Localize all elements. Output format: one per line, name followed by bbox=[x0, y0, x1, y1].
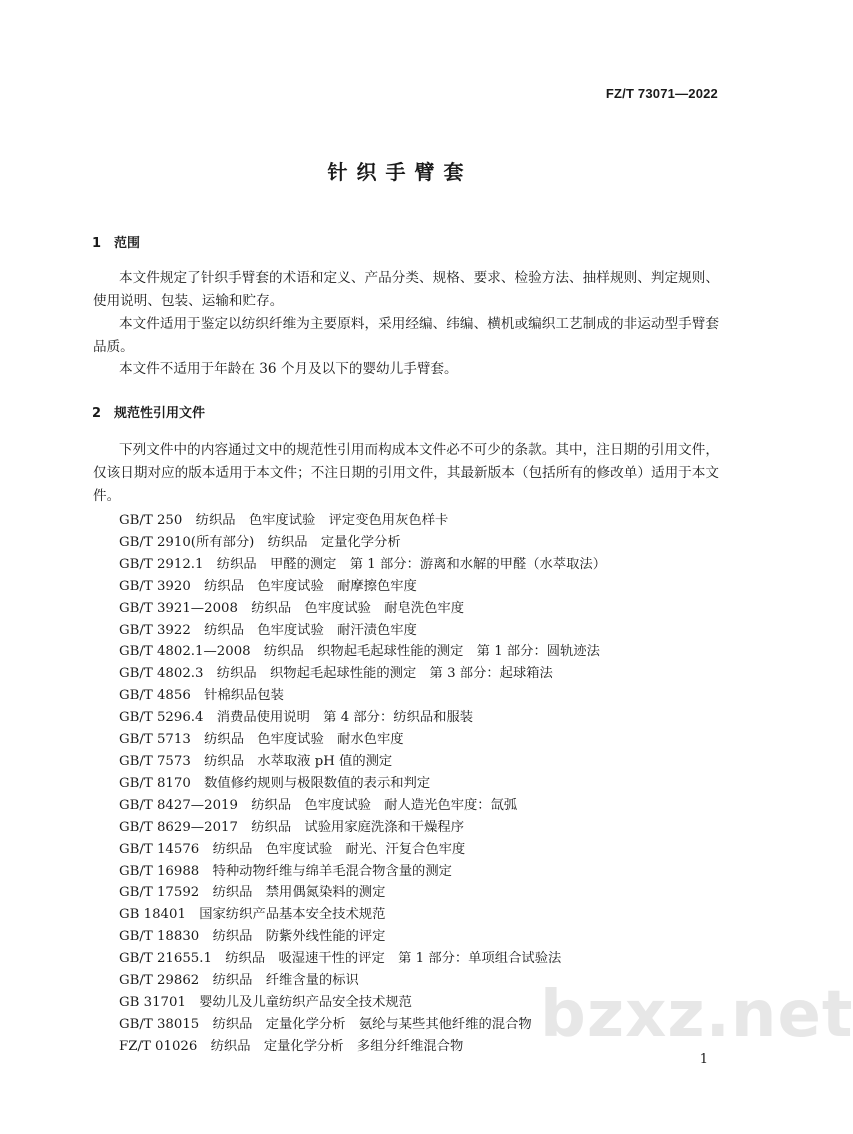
section-number: 2 bbox=[92, 406, 102, 421]
reference-item: GB/T 21655.1 纺织品 吸湿速干性的评定 第 1 部分：单项组合试验法 bbox=[119, 951, 562, 967]
paragraph: 本文件规定了针织手臂套的术语和定义、产品分类、规格、要求、检验方法、抽样规则、判定规则、使用说明、包装、运输和贮存。 bbox=[93, 270, 719, 309]
reference-item: GB/T 8170 数值修约规则与极限数值的表示和判定 bbox=[119, 775, 431, 791]
reference-item: GB/T 3920 纺织品 色牢度试验 耐摩擦色牢度 bbox=[119, 578, 417, 594]
section-title: 范围 bbox=[114, 236, 141, 251]
reference-item: GB/T 4802.1—2008 纺织品 织物起毛起球性能的测定 第 1 部分：圆轨迹法 bbox=[119, 644, 600, 660]
reference-item: GB/T 14576 纺织品 色牢度试验 耐光、汗复合色牢度 bbox=[119, 841, 466, 857]
reference-item: GB/T 18830 纺织品 防紫外线性能的评定 bbox=[119, 929, 386, 945]
reference-item: GB 18401 国家纺织产品基本安全技术规范 bbox=[119, 907, 386, 923]
reference-item: GB/T 38015 纺织品 定量化学分析 氨纶与某些其他纤维的混合物 bbox=[119, 1016, 532, 1032]
reference-item: GB/T 16988 特种动物纤维与绵羊毛混合物含量的测定 bbox=[119, 863, 452, 879]
reference-item: GB/T 4856 针棉织品包装 bbox=[119, 688, 284, 704]
reference-item: GB 31701 婴幼儿及儿童纺织产品安全技术规范 bbox=[119, 994, 412, 1010]
reference-item: GB/T 7573 纺织品 水萃取液 pH 值的测定 bbox=[119, 753, 393, 769]
reference-item: GB/T 4802.3 纺织品 织物起毛起球性能的测定 第 3 部分：起球箱法 bbox=[119, 666, 553, 682]
paragraph: 本文件适用于鉴定以纺织纤维为主要原料，采用经编、纬编、横机或编织工艺制成的非运动型手臂套品质。 bbox=[93, 316, 719, 355]
reference-list bbox=[119, 510, 606, 1058]
reference-item: GB/T 17592 纺织品 禁用偶氮染料的测定 bbox=[119, 885, 386, 901]
reference-item: GB/T 8629—2017 纺织品 试验用家庭洗涤和干燥程序 bbox=[119, 819, 464, 835]
reference-item: GB/T 3921—2008 纺织品 色牢度试验 耐皂洗色牢度 bbox=[119, 600, 464, 616]
section-number: 1 bbox=[92, 236, 102, 251]
reference-item: FZ/T 01026 纺织品 定量化学分析 多组分纤维混合物 bbox=[119, 1038, 464, 1054]
standard-code: FZ/T 73071—2022 bbox=[605, 86, 718, 101]
page-number: 1 bbox=[699, 1052, 708, 1067]
reference-item: GB/T 29862 纺织品 纤维含量的标识 bbox=[119, 973, 359, 989]
reference-item: GB/T 2910(所有部分) 纺织品 定量化学分析 bbox=[119, 534, 401, 550]
section-2-heading bbox=[92, 402, 205, 421]
section-1-heading bbox=[92, 232, 140, 251]
watermark: bzxz.net bbox=[540, 978, 853, 1052]
reference-item: GB/T 5296.4 消费品使用说明 第 4 部分：纺织品和服装 bbox=[119, 710, 474, 726]
reference-item: GB/T 250 纺织品 色牢度试验 评定变色用灰色样卡 bbox=[119, 513, 449, 528]
reference-item: GB/T 8427—2019 纺织品 色牢度试验 耐人造光色牢度：氙弧 bbox=[119, 797, 518, 813]
document-title: 针织手臂套 bbox=[327, 160, 473, 184]
reference-item: GB/T 2912.1 纺织品 甲醛的测定 第 1 部分：游离和水解的甲醛（水萃取法） bbox=[119, 556, 607, 572]
reference-item: GB/T 3922 纺织品 色牢度试验 耐汗渍色牢度 bbox=[119, 622, 417, 638]
section-title: 规范性引用文件 bbox=[114, 406, 206, 421]
reference-item: GB/T 5713 纺织品 色牢度试验 耐水色牢度 bbox=[119, 732, 404, 748]
paragraph: 下列文件中的内容通过文中的规范性引用而构成本文件必不可少的条款。其中，注日期的引用文件，仅该日期对应的版本适用于本文件；不注日期的引用文件，其最新版本（包括所有的修改单）适用于本文件。 bbox=[93, 442, 719, 504]
paragraph: 本文件不适用于年龄在 36 个月及以下的婴幼儿手臂套。 bbox=[119, 361, 458, 377]
